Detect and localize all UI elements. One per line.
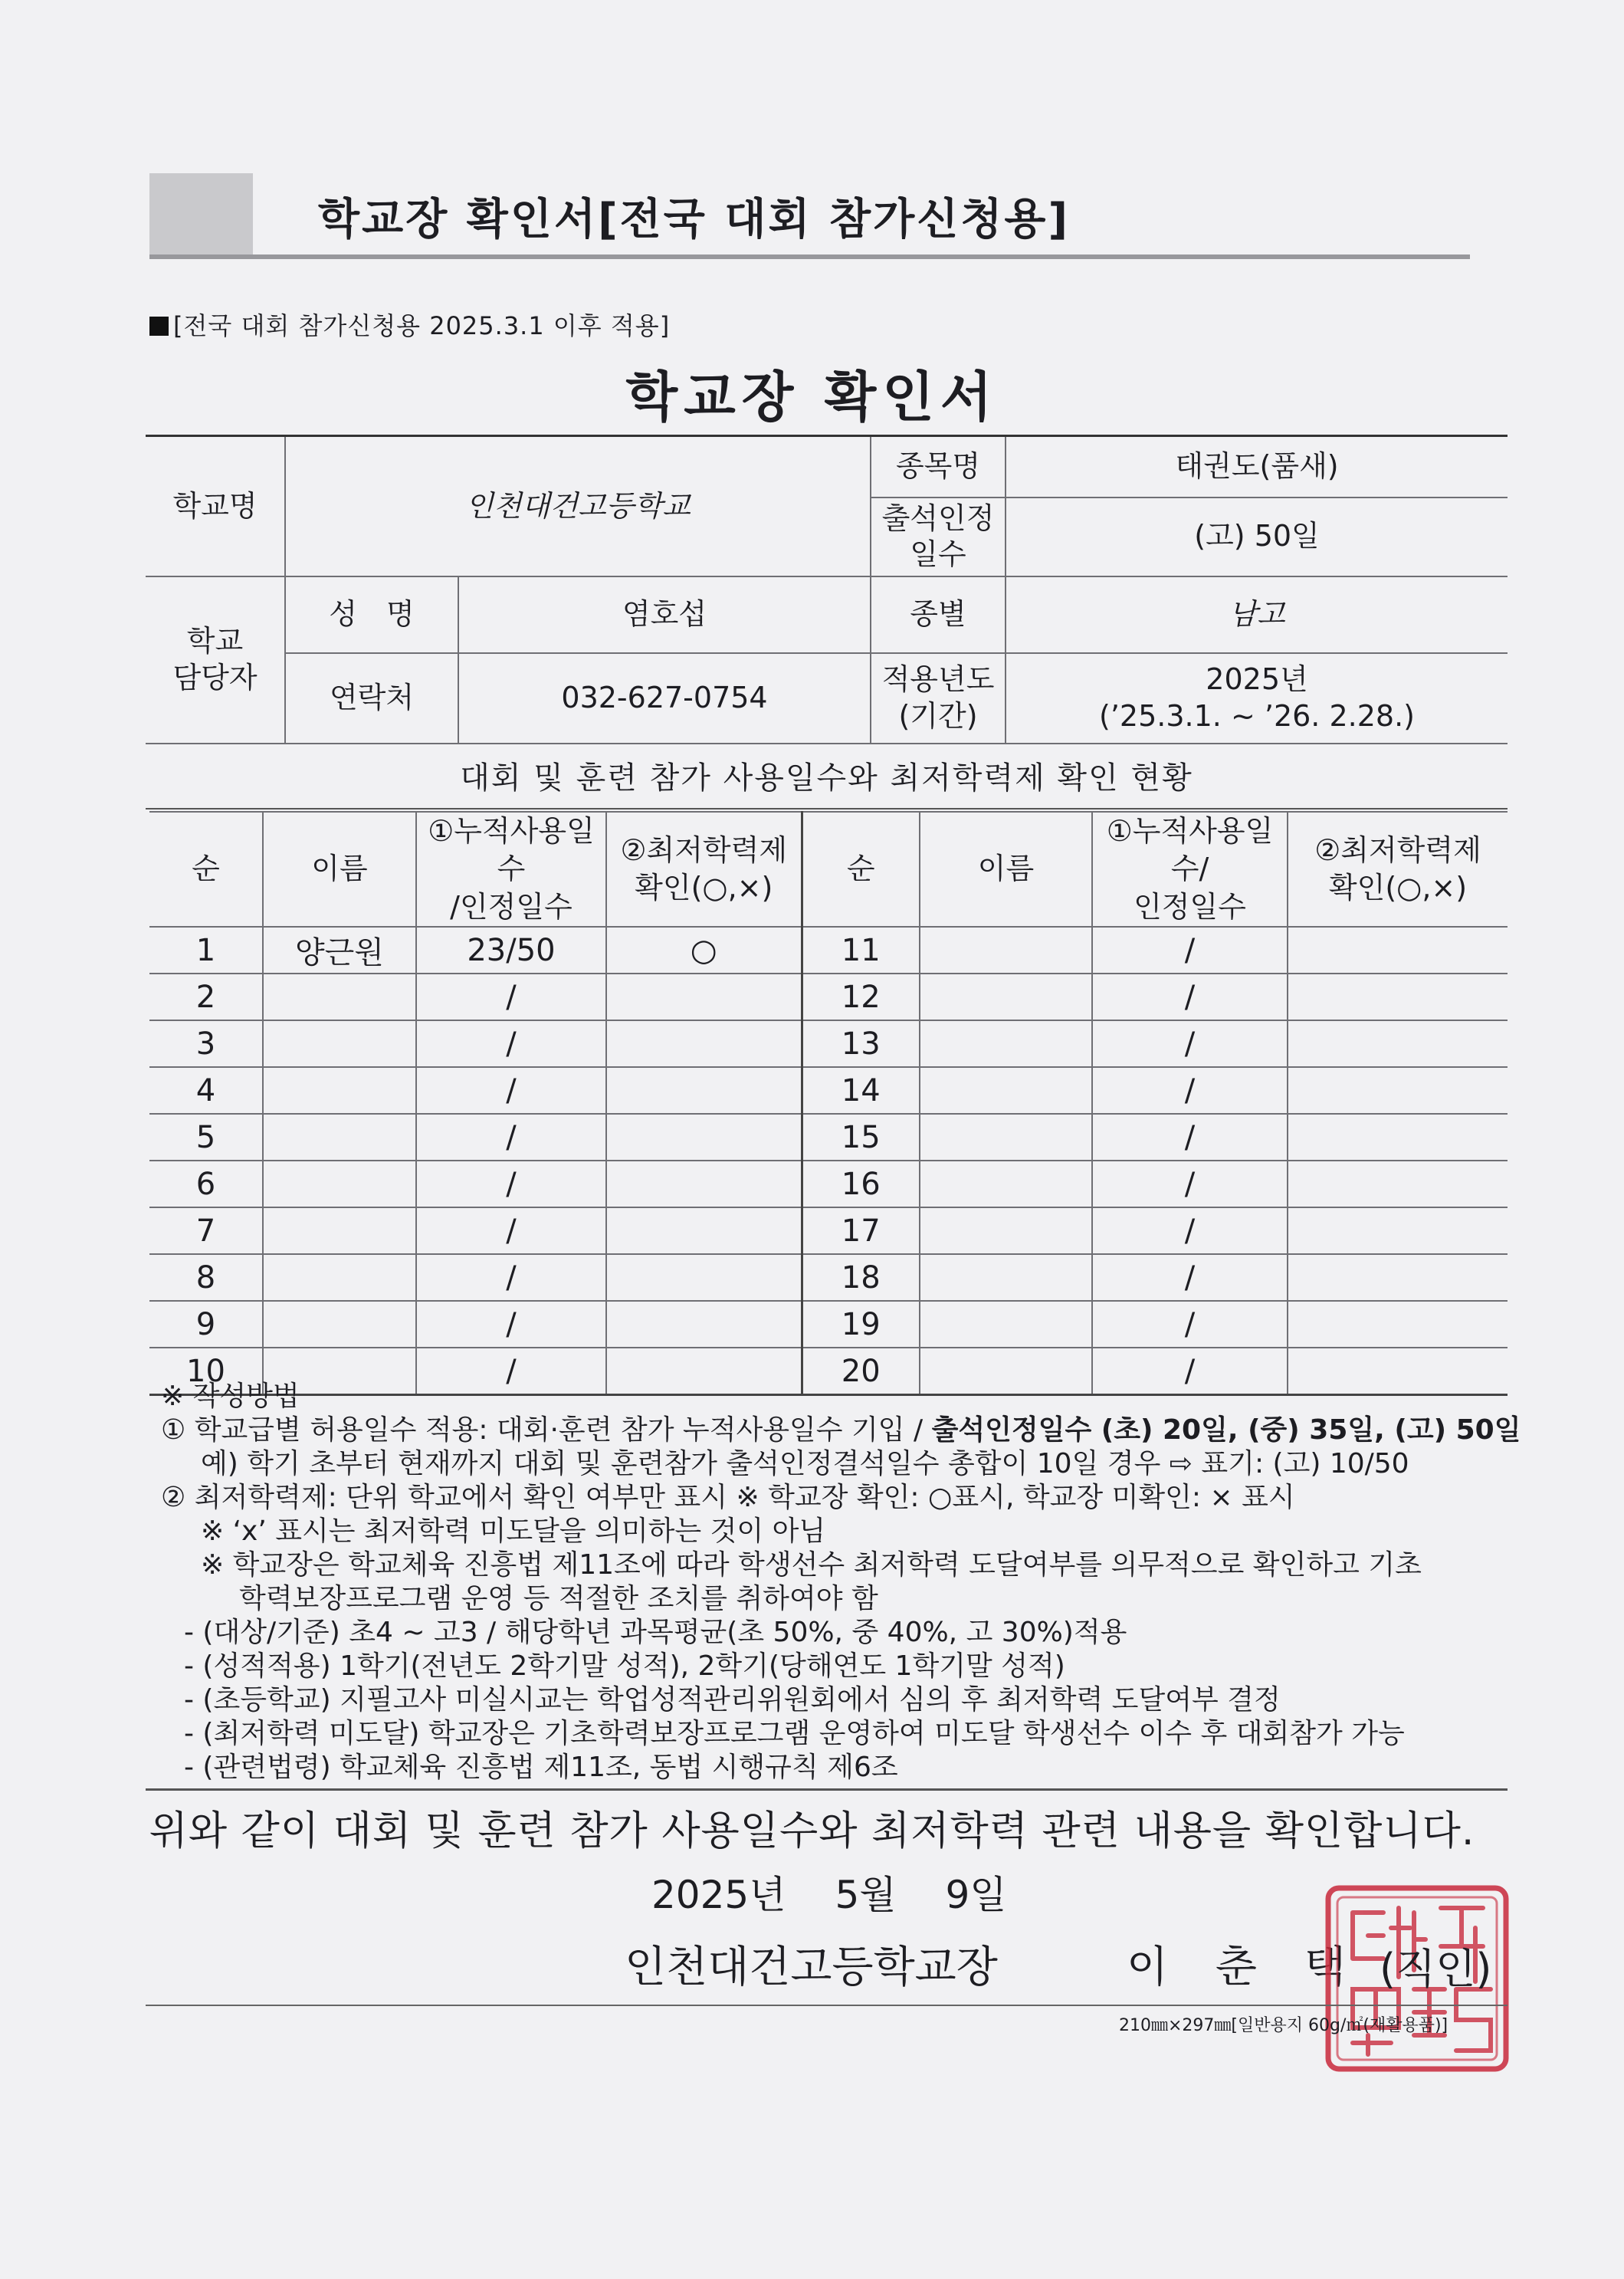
table-row	[149, 1301, 1508, 1348]
table-row	[149, 1067, 1508, 1114]
days-cell: /	[416, 1348, 606, 1395]
student-name	[920, 1207, 1092, 1254]
info-table	[146, 435, 1508, 744]
check-cell	[1288, 1067, 1508, 1114]
notes-heading: ※ 작성방법	[161, 1381, 300, 1412]
square-bullet-icon	[149, 317, 169, 336]
days-cell: /	[1092, 1254, 1288, 1301]
column-header: 이름	[920, 812, 1092, 927]
detail-3: - (초등학교) 지필고사 미실시교는 학업성적관리위원회에서 심의 후 최저학력 도달여부 결정	[184, 1684, 1281, 1716]
check-cell	[1288, 927, 1508, 974]
days-cell: /	[416, 1020, 606, 1067]
row-number: 4	[149, 1067, 263, 1114]
section-rule	[146, 808, 1508, 809]
name-label: 성 명	[285, 576, 458, 653]
school-label: 학교명	[146, 436, 285, 576]
student-name	[263, 1161, 416, 1207]
check-cell	[606, 1207, 802, 1254]
document-title: 학교장 확인서	[625, 366, 999, 429]
year-label: 적용년도 (기간)	[871, 653, 1006, 744]
days-cell: /	[1092, 1161, 1288, 1207]
student-name	[263, 1254, 416, 1301]
row-number: 18	[802, 1254, 920, 1301]
student-name	[263, 1067, 416, 1114]
row-number: 11	[802, 927, 920, 974]
check-cell	[1288, 1207, 1508, 1254]
year-value: 2025년 (’25.3.1. ~ ’26. 2.28.)	[1006, 653, 1508, 744]
check-cell	[606, 1067, 802, 1114]
event-label: 종목명	[871, 436, 1006, 498]
bottom-rule	[146, 2005, 1508, 2006]
days-cell: /	[1092, 1207, 1288, 1254]
notes	[161, 1380, 1521, 1785]
table-row	[149, 974, 1508, 1020]
days-cell: /	[416, 1161, 606, 1207]
row-number: 7	[149, 1207, 263, 1254]
table-row	[149, 1207, 1508, 1254]
detail-2: - (성적적용) 1학기(전년도 2학기말 성적), 2학기(당해연도 1학기말 성적)	[184, 1650, 1065, 1682]
row-number: 5	[149, 1114, 263, 1161]
table-row	[149, 1254, 1508, 1301]
note-1	[161, 1414, 1521, 1447]
student-name: 양근원	[263, 927, 416, 974]
column-header: ②최저학력제 확인(○,×)	[606, 812, 802, 927]
issue-date	[651, 1864, 1038, 1919]
check-cell	[1288, 974, 1508, 1020]
date-year: 2025년	[651, 1873, 786, 1917]
days-cell: /	[1092, 927, 1288, 974]
contact-value: 032-627-0754	[458, 653, 871, 744]
days-cell: /	[416, 974, 606, 1020]
student-table	[149, 811, 1508, 1396]
days-cell: /	[1092, 1348, 1288, 1395]
detail-1: - (대상/기준) 초4 ~ 고3 / 해당학년 과목평균(초 50%, 중 40%, 고 30%)적용	[184, 1617, 1127, 1648]
date-month: 5월	[835, 1873, 897, 1917]
check-cell	[606, 974, 802, 1020]
student-name	[263, 1207, 416, 1254]
student-name	[263, 1020, 416, 1067]
check-cell	[606, 1161, 802, 1207]
student-name	[920, 974, 1092, 1020]
school-value: 인천대건고등학교	[285, 436, 871, 576]
days-cell: /	[416, 1067, 606, 1114]
column-header: ①누적사용일수/ 인정일수	[1092, 812, 1288, 927]
paper-size-note: 210㎜×297㎜[일반용지 60g/㎡(재활용품)]	[1119, 2016, 1448, 2035]
gender-value: 남고	[1006, 576, 1508, 653]
detail-4: - (최저학력 미도달) 학교장은 기초학력보장프로그램 운영하여 미도달 학생선수 이수 후 대회참가 가능	[184, 1718, 1405, 1749]
gender-label: 종별	[871, 576, 1006, 653]
column-header: 순	[149, 812, 263, 927]
check-cell	[1288, 1020, 1508, 1067]
note-2: ② 최저학력제: 단위 학교에서 확인 여부만 표시 ※ 학교장 확인: ○표시, 학교장 미확인: × 표시	[161, 1482, 1295, 1513]
check-cell	[1288, 1114, 1508, 1161]
column-header: ②최저학력제 확인(○,×)	[1288, 812, 1508, 927]
row-number: 6	[149, 1161, 263, 1207]
row-number: 14	[802, 1067, 920, 1114]
row-number: 10	[149, 1348, 263, 1395]
section-title: 대회 및 훈련 참가 사용일수와 최저학력제 확인 현황	[460, 760, 1193, 796]
table-row	[149, 1020, 1508, 1067]
header-rule	[149, 254, 1470, 259]
check-cell	[606, 1301, 802, 1348]
check-cell	[606, 1254, 802, 1301]
note-1-text: ① 학교급별 허용일수 적용: 대회·훈련 참가 누적사용일수 기입 /	[161, 1414, 932, 1446]
header-gray-block	[149, 173, 253, 259]
notes-rule	[146, 1788, 1508, 1791]
principal-title: 인천대건고등학교장	[625, 1942, 998, 1992]
student-name	[920, 927, 1092, 974]
student-name	[920, 1254, 1092, 1301]
column-header: ①누적사용일수 /인정일수	[416, 812, 606, 927]
days-cell: 23/50	[416, 927, 606, 974]
row-number: 2	[149, 974, 263, 1020]
row-number: 9	[149, 1301, 263, 1348]
student-name	[263, 1301, 416, 1348]
row-number: 13	[802, 1020, 920, 1067]
days-cell: /	[416, 1301, 606, 1348]
note-2-sub-2: ※ 학교장은 학교체육 진흥법 제11조에 따라 학생선수 최저학력 도달여부를 의무적으로 확인하고 기초	[201, 1549, 1422, 1581]
header-title: 학교장 확인서[전국 대회 참가신청용]	[318, 195, 1071, 245]
row-number: 12	[802, 974, 920, 1020]
table-header-row	[149, 812, 1508, 927]
confirm-statement: 위와 같이 대회 및 훈련 참가 사용일수와 최저학력 관련 내용을 확인합니다.	[149, 1808, 1475, 1854]
attendance-value: (고) 50일	[1006, 498, 1508, 576]
student-name	[263, 1114, 416, 1161]
student-name	[920, 1301, 1092, 1348]
check-cell	[606, 1020, 802, 1067]
detail-5: - (관련법령) 학교체육 진흥법 제11조, 동법 시행규칙 제6조	[184, 1752, 898, 1783]
row-number: 3	[149, 1020, 263, 1067]
days-cell: /	[1092, 1067, 1288, 1114]
table-row	[149, 1161, 1508, 1207]
staff-label: 학교 담당자	[146, 576, 285, 744]
check-cell: ○	[606, 927, 802, 974]
table-row	[149, 927, 1508, 974]
days-cell: /	[416, 1207, 606, 1254]
days-cell: /	[416, 1254, 606, 1301]
note-2-sub-2b: 학력보장프로그램 운영 등 적절한 조치를 취하여야 함	[239, 1583, 878, 1614]
student-name	[920, 1020, 1092, 1067]
note-2-sub-1: ※ ‘x’ 표시는 최저학력 미도달을 의미하는 것이 아님	[201, 1516, 826, 1547]
application-note	[149, 307, 670, 342]
column-header: 순	[802, 812, 920, 927]
row-number: 20	[802, 1348, 920, 1395]
check-cell	[1288, 1301, 1508, 1348]
application-note-text: [전국 대회 참가신청용 2025.3.1 이후 적용]	[173, 311, 671, 340]
check-cell	[1288, 1254, 1508, 1301]
event-value: 태권도(품새)	[1006, 436, 1508, 498]
principal-name: 이 춘 택	[1127, 1942, 1363, 1992]
student-name	[920, 1114, 1092, 1161]
row-number: 17	[802, 1207, 920, 1254]
row-number: 8	[149, 1254, 263, 1301]
days-cell: /	[416, 1114, 606, 1161]
name-value: 염호섭	[458, 576, 871, 653]
days-cell: /	[1092, 1114, 1288, 1161]
table-row	[149, 1114, 1508, 1161]
check-cell	[606, 1114, 802, 1161]
row-number: 1	[149, 927, 263, 974]
contact-label: 연락처	[285, 653, 458, 744]
days-cell: /	[1092, 1301, 1288, 1348]
student-name	[920, 1067, 1092, 1114]
row-number: 15	[802, 1114, 920, 1161]
check-cell	[1288, 1161, 1508, 1207]
date-day: 9일	[945, 1873, 1007, 1917]
column-header: 이름	[263, 812, 416, 927]
note-1-example: 예) 학기 초부터 현재까지 대회 및 훈련참가 출석인정결석일수 총합이 10일 경우 ⇨ 표기: (고) 10/50	[201, 1448, 1409, 1479]
days-cell: /	[1092, 1020, 1288, 1067]
row-number: 19	[802, 1301, 920, 1348]
seal-label: (직인)	[1380, 1945, 1492, 1993]
student-name	[920, 1161, 1092, 1207]
row-number: 16	[802, 1161, 920, 1207]
attendance-label: 출석인정 일수	[871, 498, 1006, 576]
note-1-bold: 출석인정일수 (초) 20일, (중) 35일, (고) 50일	[931, 1414, 1521, 1446]
days-cell: /	[1092, 974, 1288, 1020]
student-name	[263, 974, 416, 1020]
